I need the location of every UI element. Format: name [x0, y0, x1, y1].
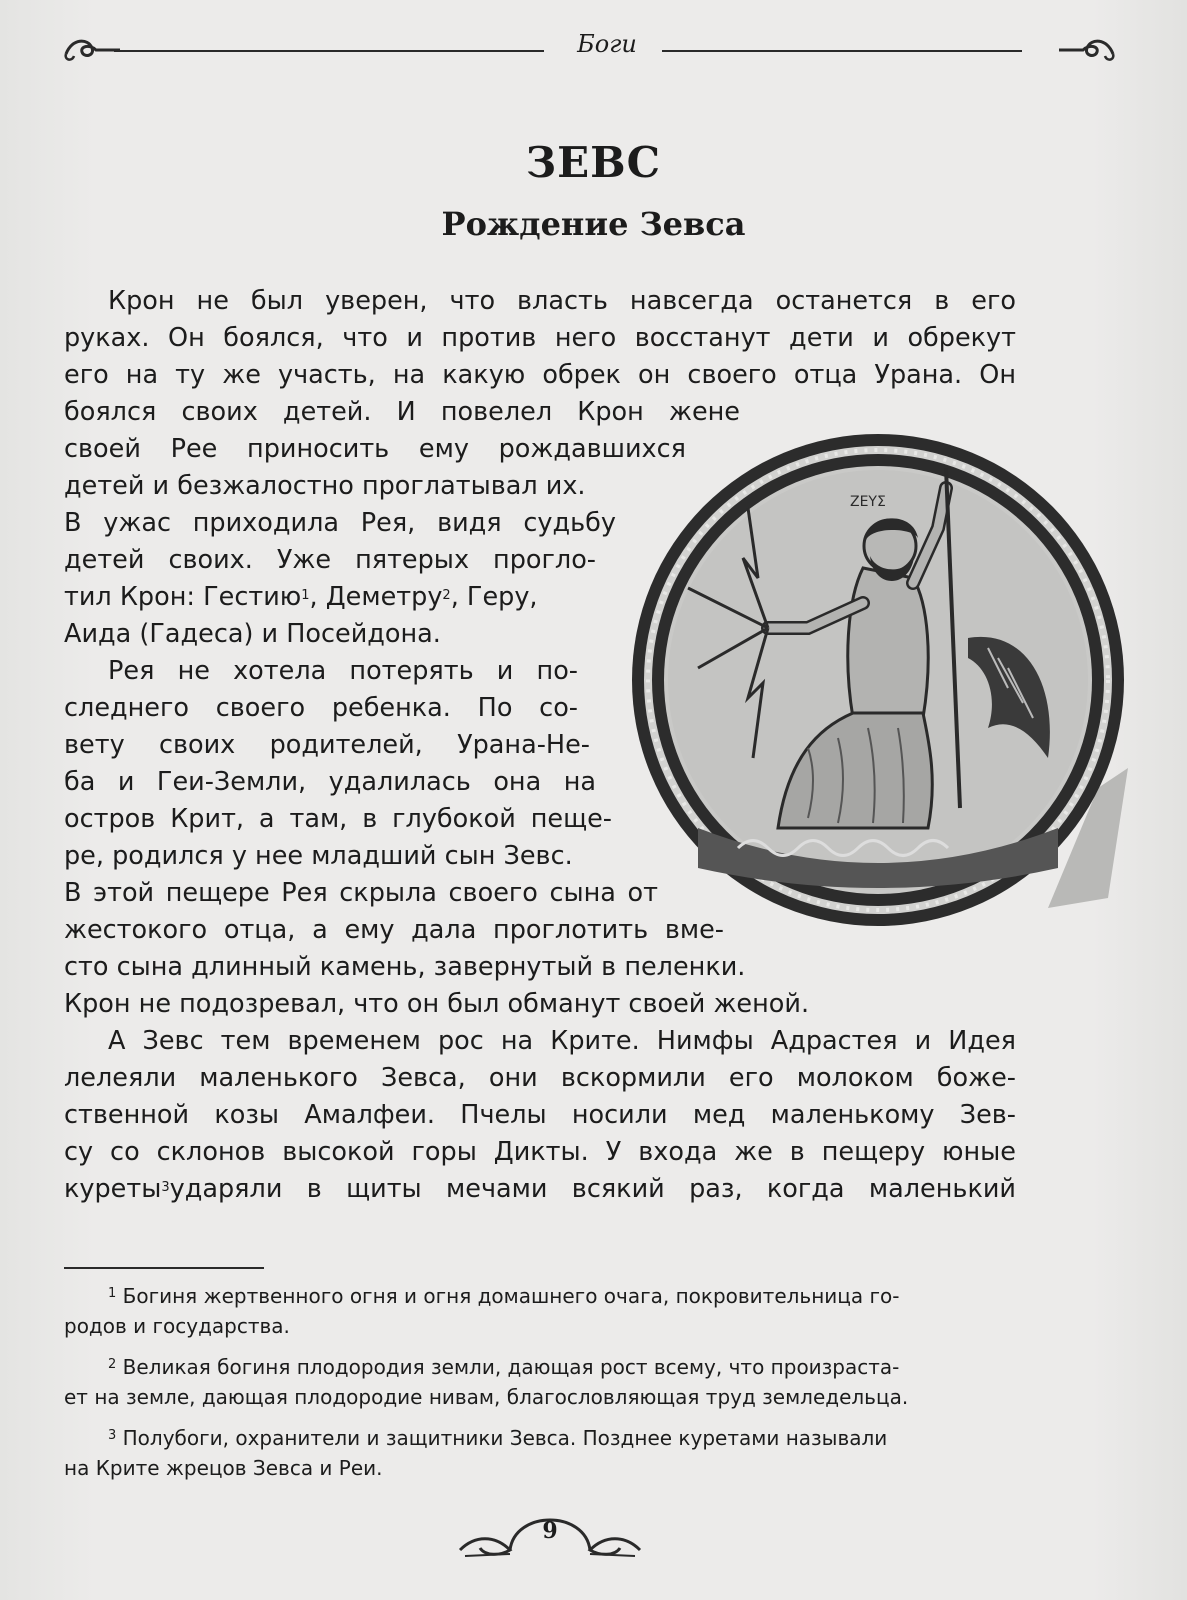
body-line: В этой пещере Рея скрыла своего сына от: [64, 878, 658, 908]
body-line: су со склонов высокой горы Дикты. У входа же в пещеру юные: [64, 1137, 1016, 1167]
footnote-ref-1[interactable]: 1: [301, 588, 310, 603]
body-line: В ужас приходила Рея, видя судьбу: [64, 508, 616, 538]
page-number: 9: [542, 1518, 558, 1544]
footnote-ref-2[interactable]: 2: [442, 588, 451, 603]
footnote-ref-3[interactable]: 3: [161, 1180, 170, 1195]
section-title: Рождение Зевса: [441, 205, 746, 243]
flourish-ornament-icon: [1057, 28, 1117, 68]
running-title: Боги: [577, 30, 637, 58]
text-fragment: ударяли в щиты мечами всякий раз, когда маленький: [169, 1174, 1016, 1204]
body-line: сто сына длинный камень, завернутый в пеленки.: [64, 952, 746, 982]
body-line: остров Крит, а там, в глубокой пеще-: [64, 804, 612, 834]
flourish-ornament-icon: [62, 28, 122, 68]
body-line: своей Рее приносить ему рождавшихся: [64, 434, 686, 464]
text-fragment: , Геру,: [450, 582, 538, 612]
body-line: жестокого отца, а ему дала проглотить вме-: [64, 915, 724, 945]
body-line: боялся своих детей. И повелел Крон жене: [64, 397, 740, 427]
footnote-2-line-1: $^2$ Великая богиня плодородия земли, дающая рост всему, что произраста-: [108, 1355, 900, 1379]
body-line: следнего своего ребенка. По со-: [64, 693, 578, 723]
body-line: его на ту же участь, на какую обрек он своего отца Урана. Он: [64, 360, 1016, 390]
body-line: Рея не хотела потерять и по-: [108, 656, 578, 686]
body-line: вету своих родителей, Урана-Не-: [64, 730, 590, 760]
footnote-2-line-2: ет на земле, дающая плодородие нивам, благословляющая труд земледельца.: [64, 1385, 909, 1409]
page-number-ornament: [455, 1490, 645, 1570]
body-line: руках. Он боялся, что и против него восстанут дети и обрекут: [64, 323, 1016, 353]
body-line: ре, родился у нее младший сын Зевс.: [64, 841, 573, 871]
body-line: Крон не подозревал, что он был обманут своей женой.: [64, 989, 810, 1019]
body-line: ба и Геи-Земли, удалилась она на: [64, 767, 596, 797]
body-line-with-note: [64, 1171, 1016, 1208]
chapter-title: ЗЕВС: [525, 138, 662, 187]
header-rule-right: [662, 50, 1022, 52]
zeus-medallion-illustration: [628, 428, 1128, 928]
body-line: Крон не был уверен, что власть навсегда останется в его: [108, 286, 1016, 316]
footnote-3-line-1: $^3$ Полубоги, охранители и защитники Зевса. Позднее куретами называли: [108, 1426, 888, 1450]
footnote-1-line-2: родов и государства.: [64, 1314, 290, 1338]
body-line: А Зевс тем временем рос на Крите. Нимфы Адрастея и Идея: [108, 1026, 1016, 1056]
running-header: [62, 28, 1117, 68]
body-line: детей своих. Уже пятерых прогло-: [64, 545, 596, 575]
header-rule-left: [114, 50, 544, 52]
footnote-rule: [64, 1267, 264, 1269]
body-line: лелеяли маленького Зевса, они вскормили его молоком боже-: [64, 1063, 1016, 1093]
text-fragment: тил Крон: Гестию: [64, 582, 302, 612]
body-line: Аида (Гадеса) и Посейдона.: [64, 619, 441, 649]
footnote-3-line-2: на Крите жрецов Зевса и Реи.: [64, 1456, 383, 1480]
body-line: детей и безжалостно проглатывал их.: [64, 471, 586, 501]
text-fragment: куреты$^3$: [64, 1174, 170, 1204]
footnote-1-line-1: $^1$ Богиня жертвенного огня и огня домашнего очага, покровительница го-: [108, 1284, 900, 1308]
medallion-inscription: ΖΕΥΣ: [850, 494, 886, 510]
body-line: ственной козы Амалфеи. Пчелы носили мед маленькому Зев-: [64, 1100, 1016, 1130]
body-line-with-notes: [64, 579, 538, 616]
text-fragment: , Деметру: [309, 582, 443, 612]
